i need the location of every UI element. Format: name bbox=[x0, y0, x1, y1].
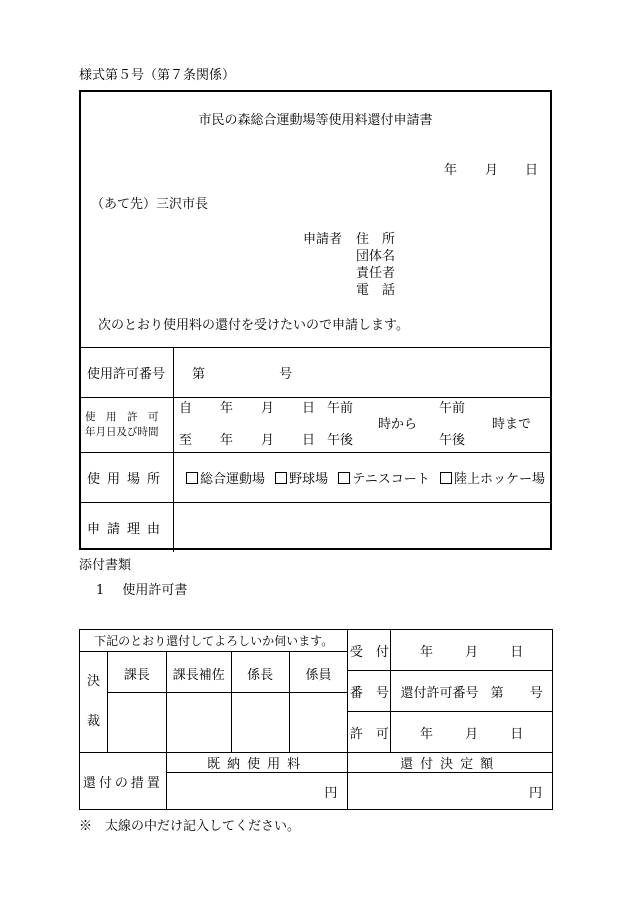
permission-date bbox=[391, 712, 553, 753]
place-option-label: テニスコート bbox=[352, 472, 430, 487]
applicant-field-phone: 電 話 bbox=[356, 283, 396, 298]
refund-amount-label: 還付決定額 bbox=[348, 753, 553, 773]
permission-label: 許 可 bbox=[348, 712, 391, 753]
place-option-label: 陸上ホッケー場 bbox=[453, 472, 545, 487]
yen-unit: 円 bbox=[324, 785, 338, 801]
refund-permit-number-prefix: 第 bbox=[490, 685, 504, 701]
approver-subsection-chief: 係長 bbox=[231, 652, 289, 693]
checkbox-icon[interactable] bbox=[338, 472, 350, 484]
refund-permit-number-suffix: 号 bbox=[529, 685, 543, 701]
reason-field[interactable] bbox=[174, 503, 551, 552]
form-title: 市民の森総合運動場等使用料還付申請書 bbox=[198, 113, 433, 128]
to-day: 日 bbox=[302, 433, 316, 448]
place-label: 使用場所 bbox=[87, 472, 168, 487]
attachment-item-text: 使用許可書 bbox=[122, 583, 188, 598]
permit-number-prefix: 第 bbox=[192, 367, 206, 382]
reason-row bbox=[81, 503, 550, 552]
permit-datetime-label-2: 年月日及び時間 bbox=[85, 426, 159, 438]
to-label: 至 bbox=[179, 433, 193, 448]
permit-number-row bbox=[81, 348, 550, 398]
permit-datetime-label-1: 使 用 許 可 bbox=[85, 411, 159, 423]
permit-number-label: 使用許可番号 bbox=[87, 367, 166, 382]
place-option-baseball[interactable] bbox=[275, 472, 328, 487]
application-details-table bbox=[81, 347, 550, 552]
to-year: 年 bbox=[220, 433, 234, 448]
checkbox-icon[interactable] bbox=[186, 472, 198, 484]
from-pm: 午後 bbox=[327, 433, 354, 448]
to-am: 午前 bbox=[439, 401, 466, 416]
decision-label bbox=[80, 652, 108, 753]
permit-number-suffix: 号 bbox=[279, 367, 293, 382]
to-pm: 午後 bbox=[439, 433, 466, 448]
reception-year: 年 bbox=[419, 644, 433, 660]
place-option-hockey[interactable] bbox=[440, 472, 545, 487]
place-option-general[interactable] bbox=[186, 472, 265, 487]
place-option-label: 総合運動場 bbox=[200, 472, 266, 487]
permission-year: 年 bbox=[419, 726, 433, 742]
refund-permit-number-text: 還付許可番号 bbox=[400, 685, 479, 701]
approver-stamp-deputy-chief[interactable] bbox=[166, 693, 231, 753]
permission-day: 日 bbox=[510, 726, 524, 742]
approver-staff: 係員 bbox=[289, 652, 348, 693]
number-label: 番 号 bbox=[348, 671, 391, 712]
request-statement: 次のとおり使用料の還付を受けたいので申請します。 bbox=[98, 318, 409, 333]
reception-day: 日 bbox=[510, 644, 524, 660]
approver-section-chief: 課長 bbox=[107, 652, 166, 693]
approver-stamp-staff[interactable] bbox=[289, 693, 348, 753]
place-row bbox=[81, 453, 550, 503]
applicant-field-address: 住 所 bbox=[356, 232, 396, 247]
to-time: 時まで bbox=[492, 417, 532, 432]
paid-fee-amount bbox=[166, 773, 348, 810]
from-am: 午前 bbox=[327, 401, 354, 416]
applicant-field-responsible: 責任者 bbox=[356, 266, 396, 281]
paid-fee-label: 既納使用料 bbox=[166, 753, 348, 773]
from-year: 年 bbox=[220, 401, 234, 416]
yen-unit: 円 bbox=[528, 785, 542, 801]
reception-month: 月 bbox=[465, 644, 479, 660]
date-month: 月 bbox=[485, 163, 499, 178]
place-option-label: 野球場 bbox=[289, 472, 329, 487]
attachments-heading: 添付書類 bbox=[79, 558, 132, 573]
permit-datetime-row bbox=[81, 398, 550, 453]
permission-month: 月 bbox=[465, 726, 479, 742]
approval-note: 下記のとおり還付してよろしいか伺います。 bbox=[80, 630, 348, 652]
checkbox-icon[interactable] bbox=[440, 472, 452, 484]
reception-label: 受 付 bbox=[348, 630, 391, 671]
applicant-label: 申請者 bbox=[303, 232, 343, 247]
reason-label: 申請理由 bbox=[87, 521, 168, 537]
checkbox-icon[interactable] bbox=[275, 472, 287, 484]
refund-permit-number bbox=[391, 671, 553, 712]
from-day: 日 bbox=[302, 401, 316, 416]
attachment-item-number: 1 bbox=[96, 583, 105, 598]
application-form-frame bbox=[79, 90, 552, 550]
approver-stamp-section-chief[interactable] bbox=[107, 693, 166, 753]
footnote: ※ 太線の中だけ記入してください。 bbox=[79, 819, 301, 834]
date-year: 年 bbox=[444, 163, 458, 178]
refund-measure-label: 還付の措置 bbox=[80, 753, 167, 810]
attachment-item bbox=[96, 584, 187, 597]
from-month: 月 bbox=[261, 401, 275, 416]
decision-label-2: 裁 bbox=[86, 714, 100, 729]
from-label: 自 bbox=[179, 401, 193, 416]
decision-label-1: 決 bbox=[86, 674, 100, 689]
to-month: 月 bbox=[261, 433, 275, 448]
form-number: 様式第５号（第７条関係） bbox=[79, 68, 236, 83]
refund-amount bbox=[348, 773, 553, 810]
approver-stamp-subsection-chief[interactable] bbox=[231, 693, 289, 753]
approver-deputy-chief: 課長補佐 bbox=[166, 652, 231, 693]
office-use-table bbox=[79, 629, 553, 810]
place-option-tennis[interactable] bbox=[338, 472, 429, 487]
date-day: 日 bbox=[525, 163, 539, 178]
addressee: （あて先）三沢市長 bbox=[91, 197, 209, 212]
from-time: 時から bbox=[378, 417, 418, 432]
applicant-field-organization: 団体名 bbox=[356, 249, 396, 264]
permit-datetime-grid bbox=[174, 398, 550, 452]
reception-date bbox=[391, 630, 553, 671]
